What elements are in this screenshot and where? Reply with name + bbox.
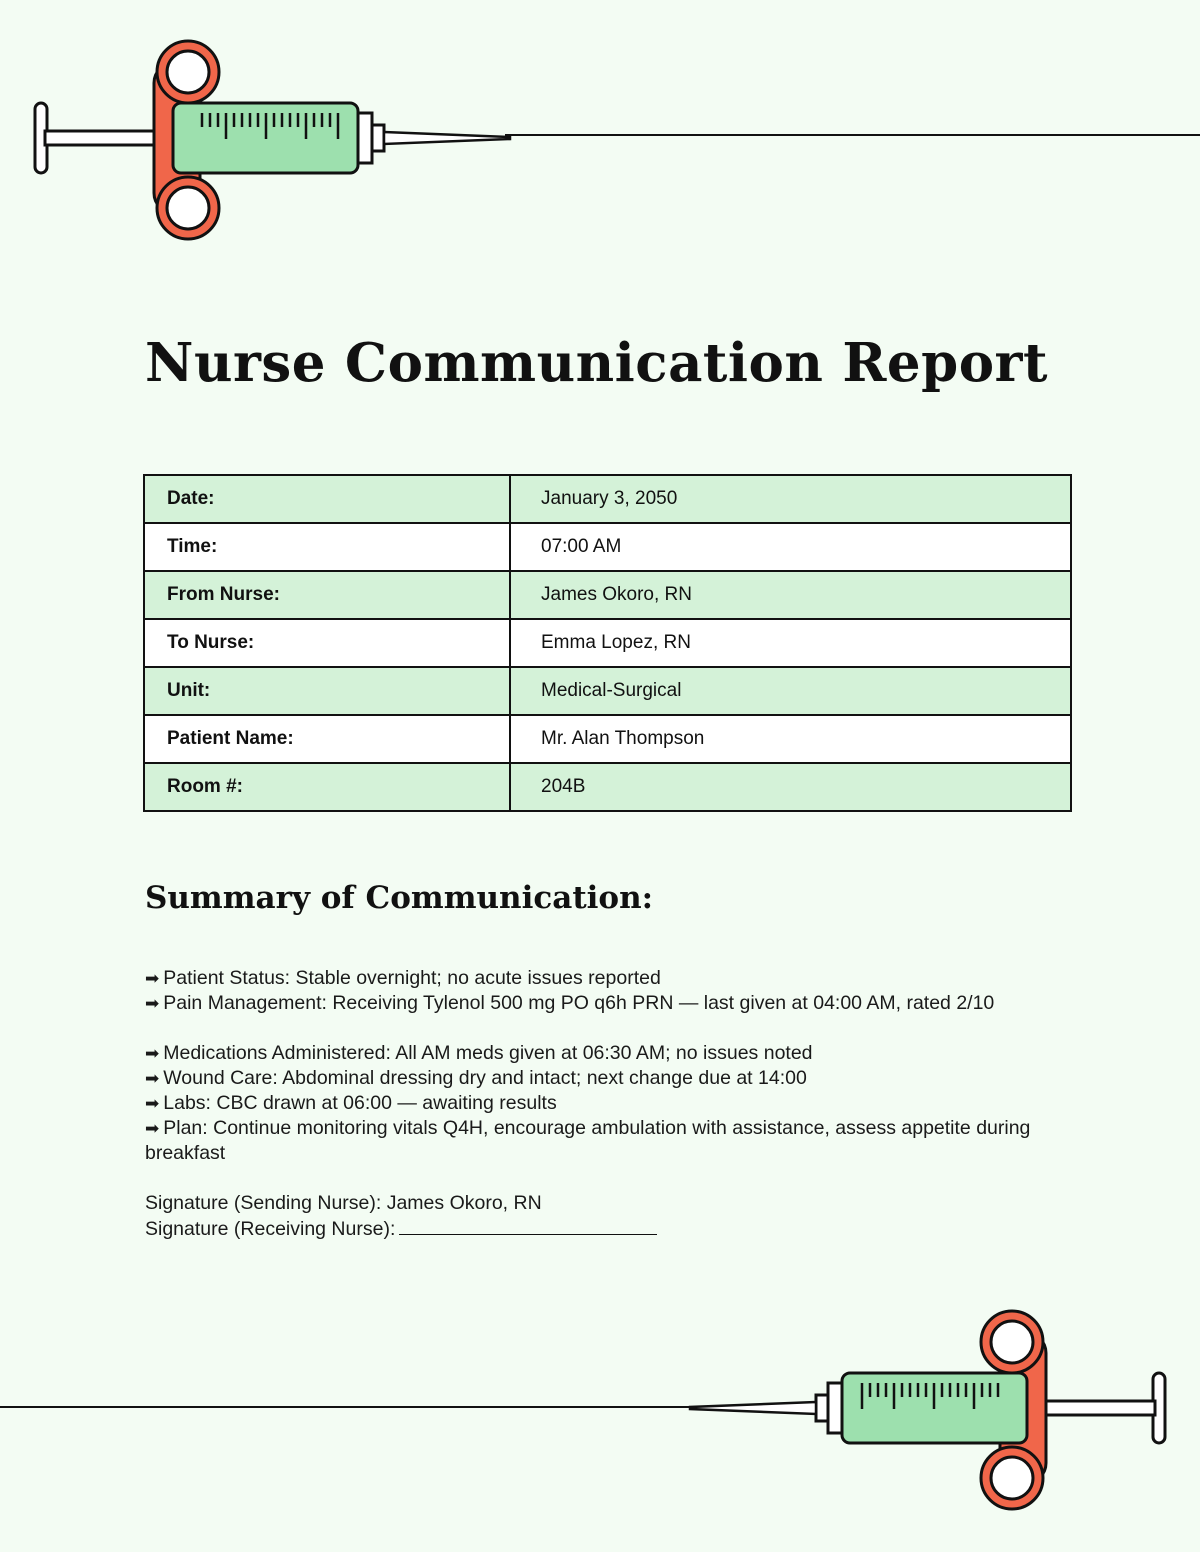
medications-text: Medications Administered: All AM meds given at 06:30 AM; no issues noted xyxy=(163,1042,813,1064)
patient-name-label: Patient Name: xyxy=(144,715,510,763)
to-nurse-value: Emma Lopez, RN xyxy=(510,619,1071,667)
signature-receiving-label: Signature (Receiving Nurse): xyxy=(145,1218,396,1240)
arrow-right-icon: ➡ xyxy=(145,969,160,988)
summary-heading: Summary of Communication: xyxy=(145,880,654,916)
date-label: Date: xyxy=(144,475,510,523)
table-row xyxy=(144,715,1071,763)
arrow-right-icon: ➡ xyxy=(145,1044,160,1063)
list-item xyxy=(145,1091,1055,1116)
arrow-right-icon: ➡ xyxy=(145,994,160,1013)
time-label: Time: xyxy=(144,523,510,571)
divider-line-top xyxy=(505,134,1200,136)
labs-text: Labs: CBC drawn at 06:00 — awaiting results xyxy=(163,1092,557,1114)
summary-body xyxy=(145,966,1055,1242)
table-row xyxy=(144,475,1071,523)
signature-receiving-line xyxy=(145,1216,1055,1242)
signature-sending: Signature (Sending Nurse): James Okoro, RN xyxy=(145,1192,542,1214)
date-value: January 3, 2050 xyxy=(510,475,1071,523)
table-row xyxy=(144,667,1071,715)
plan-text: Plan: Continue monitoring vitals Q4H, encourage ambulation with assistance, assess appetite during breakfast xyxy=(145,1117,1031,1164)
list-item xyxy=(145,966,1055,991)
divider-line-bottom xyxy=(0,1406,690,1408)
table-row xyxy=(144,523,1071,571)
wound-care-text: Wound Care: Abdominal dressing dry and intact; next change due at 14:00 xyxy=(163,1067,807,1089)
pain-management-text: Pain Management: Receiving Tylenol 500 mg PO q6h PRN — last given at 04:00 AM, rated 2/10 xyxy=(163,992,995,1014)
table-row xyxy=(144,619,1071,667)
time-value: 07:00 AM xyxy=(510,523,1071,571)
room-label: Room #: xyxy=(144,763,510,811)
arrow-right-icon: ➡ xyxy=(145,1069,160,1088)
signature-blank-line[interactable] xyxy=(399,1216,657,1235)
unit-value: Medical-Surgical xyxy=(510,667,1071,715)
table-row xyxy=(144,571,1071,619)
list-item xyxy=(145,991,1055,1016)
patient-name-value: Mr. Alan Thompson xyxy=(510,715,1071,763)
list-item xyxy=(145,1116,1055,1166)
patient-status-text: Patient Status: Stable overnight; no acute issues reported xyxy=(163,967,661,989)
arrow-right-icon: ➡ xyxy=(145,1119,160,1138)
list-item xyxy=(145,1041,1055,1066)
arrow-right-icon: ➡ xyxy=(145,1094,160,1113)
info-table xyxy=(143,474,1072,812)
syringe-bottom-icon xyxy=(670,1305,1170,1515)
to-nurse-label: To Nurse: xyxy=(144,619,510,667)
page-title: Nurse Communication Report xyxy=(145,332,1048,394)
from-nurse-label: From Nurse: xyxy=(144,571,510,619)
room-value: 204B xyxy=(510,763,1071,811)
list-item xyxy=(145,1066,1055,1091)
unit-label: Unit: xyxy=(144,667,510,715)
table-row xyxy=(144,763,1071,811)
from-nurse-value: James Okoro, RN xyxy=(510,571,1071,619)
syringe-top-icon xyxy=(30,35,530,245)
